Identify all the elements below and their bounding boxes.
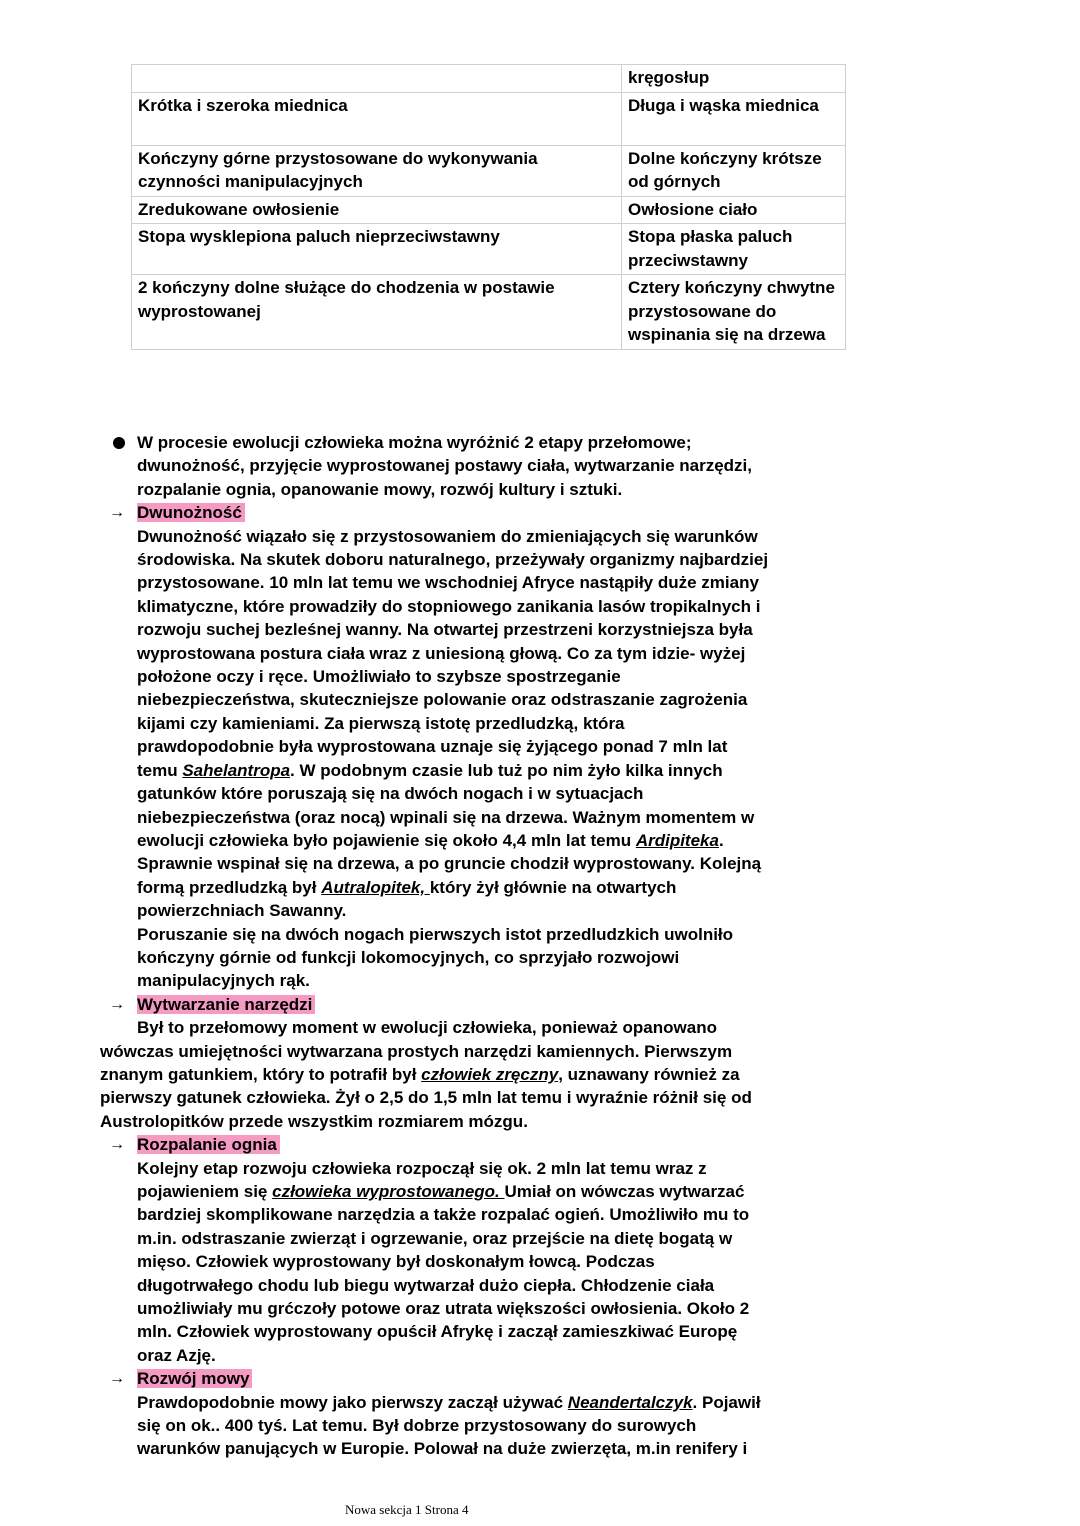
- paragraph-line: kijami czy kamieniami. Za pierwszą istotę przedludzką, która: [137, 713, 625, 733]
- paragraph-line: mięso. Człowiek wyprostowany był doskonałym łowcą. Podczas: [137, 1252, 655, 1272]
- table-cell-human: Krótka i szeroka miednica: [132, 92, 622, 145]
- paragraph-line: Był to przełomowy moment w ewolucji człowieka, ponieważ opanowano: [137, 1018, 717, 1038]
- table-cell-ape: Długa i wąska miednica: [622, 92, 846, 145]
- term-neandertalczyk: Neandertalczyk: [567, 1392, 693, 1412]
- comparison-table: [131, 64, 846, 350]
- table-row: [132, 92, 846, 145]
- paragraph-line: prawdopodobnie była wyprostowana uznaje się żyjącego ponad 7 mln lat: [137, 737, 728, 757]
- page-footer: Nowa sekcja 1 Strona 4: [345, 1502, 469, 1517]
- table-row: [132, 224, 846, 275]
- intro-line: rozpalanie ognia, opanowanie mowy, rozwój kultury i sztuki.: [137, 479, 623, 499]
- table-cell-ape: kręgosłup: [622, 65, 846, 93]
- table-cell-human: Zredukowane owłosienie: [132, 196, 622, 224]
- paragraph-line: formą przedludzką był Autralopitek, który żył głównie na otwartych: [137, 877, 677, 897]
- section-heading-mowa: [0, 1367, 1080, 1390]
- arrow-icon: →: [109, 1136, 125, 1154]
- term-czlowiek-zreczny: człowiek zręczny: [421, 1064, 559, 1084]
- paragraph-line: pierwszy gatunek człowieka. Żył o 2,5 do 1,5 mln lat temu i wyraźnie różnił się od: [100, 1088, 752, 1108]
- table-cell-human: [132, 65, 622, 93]
- paragraph-line: manipulacyjnych rąk.: [137, 971, 310, 991]
- paragraph-line: przystosowane. 10 mln lat temu we wschodniej Afryce nastąpiły duże zmiany: [137, 573, 759, 593]
- table-row: [132, 196, 846, 224]
- paragraph-line: Sprawnie wspinał się na drzewa, a po gruncie chodził wyprostowany. Kolejną: [137, 854, 762, 874]
- paragraph-line: oraz Azję.: [137, 1345, 216, 1365]
- table-cell-ape: Owłosione ciało: [622, 196, 846, 224]
- paragraph-line: warunków panujących w Europie. Polował na duże zwierzęta, m.in renifery i: [137, 1439, 748, 1459]
- term-ardipitek: Ardipiteka: [635, 830, 719, 850]
- table-row: [132, 145, 846, 196]
- paragraph-line: rozwoju suchej bezleśnej wanny. Na otwartej przestrzeni korzystniejsza była: [137, 620, 753, 640]
- paragraph-line: bardziej skomplikowane narzędzia a także rozpalać ogień. Umożliwiło mu to: [137, 1205, 750, 1225]
- paragraph-line: kończyny górnie od funkcji lokomocyjnych, co sprzyjało rozwojowi: [137, 947, 680, 967]
- paragraph-line: niebezpieczeństwa (oraz nocą) wpinali się na drzewa. Ważnym momentem w: [137, 807, 755, 827]
- section-heading-ogien: [0, 1133, 1080, 1156]
- table-cell-ape: Stopa płaska paluch przeciwstawny: [622, 224, 846, 275]
- table-cell-human: Kończyny górne przystosowane do wykonywania czynności manipulacyjnych: [132, 145, 622, 196]
- table-cell-ape: Cztery kończyny chwytne przystosowane do wspinania się na drzewa: [622, 275, 846, 350]
- table-cell-ape: Dolne kończyny krótsze od górnych: [622, 145, 846, 196]
- paragraph-line: Dwunożność wiązało się z przystosowaniem do zmieniających się warunków: [137, 526, 758, 546]
- section-heading-dwunoznosc: [0, 501, 1080, 524]
- paragraph-line: mln. Człowiek wyprostowany opuścił Afrykę i zaczął zamieszkiwać Europę: [137, 1322, 738, 1342]
- heading-highlight: Dwunożność: [137, 503, 245, 522]
- table-cell-human: 2 kończyny dolne służące do chodzenia w postawie wyprostowanej: [132, 275, 622, 350]
- paragraph-line: znanym gatunkiem, który to potrafił był człowiek zręczny, uznawany również za: [100, 1064, 740, 1084]
- heading-highlight: Rozwój mowy: [137, 1369, 252, 1388]
- paragraph-line: wyprostowana postura ciała wraz z uniesioną głową. Co za tym idzie- wyżej: [137, 643, 746, 663]
- paragraph-line: położone oczy i ręce. Umożliwiało to szybsze spostrzeganie: [137, 667, 621, 687]
- paragraph-line: klimatyczne, które prowadziły do stopniowego zanikania lasów tropikalnych i: [137, 596, 761, 616]
- section-heading-narzedzia: [0, 993, 1080, 1016]
- paragraph-line: wówczas umiejętności wytwarzana prostych narzędzi kamiennych. Pierwszym: [100, 1041, 733, 1061]
- term-australopitek: Autralopitek,: [321, 877, 430, 897]
- arrow-icon: →: [109, 995, 125, 1013]
- paragraph-line: powierzchniach Sawanny.: [137, 901, 347, 921]
- paragraph-line: niebezpieczeństwa, skuteczniejsze polowanie oraz odstraszanie zagrożenia: [137, 690, 748, 710]
- paragraph-line: gatunków które poruszają się na dwóch nogach i w sytuacjach: [137, 784, 644, 804]
- table-row: [132, 275, 846, 350]
- paragraph-line: Prawdopodobnie mowy jako pierwszy zaczął używać Neandertalczyk. Pojawił: [137, 1392, 761, 1412]
- paragraph-line: umożliwiały mu grćczoły potowe oraz utrata większości owłosienia. Około 2: [137, 1299, 750, 1319]
- paragraph-line: ewolucji człowieka było pojawienie się około 4,4 mln lat temu Ardipiteka.: [137, 830, 724, 850]
- paragraph-line: pojawieniem się człowieka wyprostowanego. Umiał on wówczas wytwarzać: [137, 1182, 745, 1201]
- intro-line: dwunożność, przyjęcie wyprostowanej postawy ciała, wytwarzanie narzędzi,: [137, 456, 753, 476]
- paragraph-line: środowiska. Na skutek doboru naturalnego, przeżywały organizmy najbardziej: [137, 550, 769, 570]
- paragraph-line: Poruszanie się na dwóch nogach pierwszych istot przedludzkich uwolniło: [137, 924, 734, 944]
- paragraph-line: się on ok.. 400 tyś. Lat temu. Był dobrze przystosowany do surowych: [137, 1416, 697, 1436]
- paragraph-line: m.in. odstraszanie zwierząt i ogrzewanie, oraz przejście na dietę bogatą w: [137, 1228, 733, 1248]
- paragraph-line: długotrwałego chodu lub biegu wytwarzał dużo ciepła. Chłodzenie ciała: [137, 1275, 715, 1295]
- bullet-icon: [113, 437, 125, 449]
- arrow-icon: →: [109, 504, 125, 522]
- notes-body: [0, 431, 1080, 1461]
- heading-highlight: Rozpalanie ognia: [137, 1135, 280, 1154]
- table-cell-human: Stopa wysklepiona paluch nieprzeciwstawny: [132, 224, 622, 275]
- term-sahelantrop: Sahelantropa: [182, 760, 291, 780]
- term-czlowiek-wyprostowany: człowieka wyprostowanego.: [272, 1182, 505, 1201]
- paragraph-line: temu Sahelantropa. W podobnym czasie lub tuż po nim żyło kilka innych: [137, 760, 723, 780]
- heading-highlight: Wytwarzanie narzędzi: [137, 995, 315, 1014]
- paragraph-line: Kolejny etap rozwoju człowieka rozpoczął się ok. 2 mln lat temu wraz z: [137, 1158, 707, 1178]
- table-row: [132, 65, 846, 93]
- intro-line: W procesie ewolucji człowieka można wyróżnić 2 etapy przełomowe;: [0, 431, 1080, 454]
- paragraph-line: Austrolopitków przede wszystkim rozmiarem mózgu.: [100, 1111, 528, 1131]
- arrow-icon: →: [109, 1370, 125, 1388]
